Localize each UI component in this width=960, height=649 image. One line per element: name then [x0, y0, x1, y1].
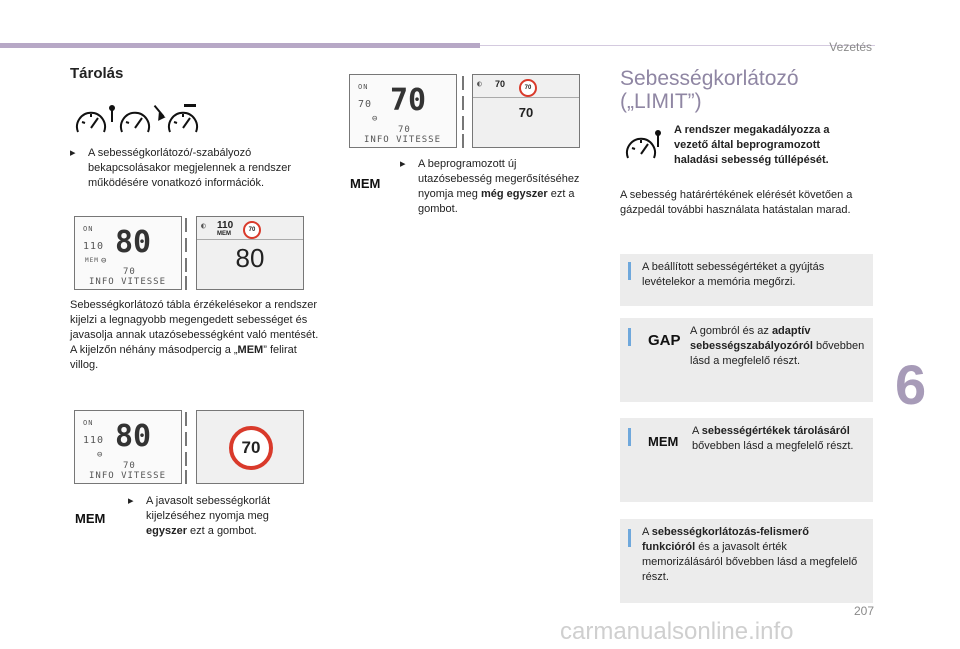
arrow-bullet-icon: ▸ — [400, 158, 406, 170]
speed-limiter-icon — [624, 128, 666, 162]
current-limit: 110 — [83, 241, 105, 252]
cluster-display-memory — [74, 216, 182, 290]
suggested-speed: 70 — [398, 125, 411, 135]
speedometer-icon: ◐ — [201, 221, 207, 230]
bullet-press-again: ▸ A beprogramozott új utazósebesség megerősítéséhez nyomja meg még egyszer ezt a gombot. — [400, 158, 580, 215]
current-limit: 110 — [83, 435, 105, 446]
info-box-recognition: A sebességkorlátozás-felismerő funkcióról és a javasolt érték memorizálásáról bővebben lásd a megfelelő részt. — [620, 519, 873, 603]
mem-button-icon: MEM — [75, 511, 106, 526]
mem-label: MEM — [85, 257, 99, 264]
minus-icon: ⊖ — [372, 114, 379, 124]
page-number: 207 — [853, 604, 874, 618]
speedometer-regulator-icon — [169, 113, 197, 132]
mem-button-icon: MEM — [648, 434, 679, 449]
suggested-speed: 70 — [123, 461, 136, 471]
minus-icon: ⊖ — [97, 450, 104, 460]
cluster-display-suggestion — [74, 410, 182, 484]
speed-value: 70 — [390, 83, 427, 118]
on-label: ON — [83, 419, 94, 427]
speed-value: 80 — [115, 419, 152, 454]
info-icon — [628, 529, 631, 547]
paragraph-sign-detection: Sebességkorlátozó tábla érzékelésekor a rendszer kijelzi a legnagyobb megengedett sebességet és javasolja annak utazósebességként való mentését. A kijelzőn néhány másodpercig a „MEM” felirat villog. — [70, 299, 319, 371]
info-label: INFO VITESSE — [89, 277, 167, 287]
speed-value: 70 — [518, 105, 534, 120]
regulator-bar-icon — [184, 104, 196, 107]
section-title-storage: Tárolás — [70, 65, 124, 82]
info-label: INFO VITESSE — [89, 471, 167, 481]
info-box-memory: A beállított sebességértéket a gyújtás levételekor a memória megőrzi. — [620, 254, 873, 306]
speed-sign-icon: 70 — [519, 79, 537, 97]
info-icon — [628, 428, 631, 446]
minus-icon: ⊖ — [101, 256, 108, 266]
speedometer-icon — [77, 113, 105, 132]
mem-button-icon: MEM — [350, 176, 381, 191]
speed-sign-icon: 70 — [229, 426, 273, 470]
on-label: ON — [83, 225, 94, 233]
gap-button-icon: GAP — [648, 332, 681, 349]
info-icon — [628, 328, 631, 346]
speed-sign-icon: 70 — [243, 221, 261, 239]
speedometer-icon: ◐ — [477, 79, 483, 88]
on-label: ON — [358, 83, 369, 91]
suggested-speed: 70 — [123, 267, 136, 277]
screen-display-sign — [196, 410, 304, 484]
top-accent-bar — [0, 43, 480, 48]
info-box-gap: GAP A gombról és az adaptív sebességszabályozóról bővebben lásd a megfelelő részt. — [620, 318, 873, 402]
speed-value: 80 — [115, 225, 152, 260]
speedometer-limit-icon — [121, 113, 149, 132]
section-title-limit: Sebességkorlátozó („LIMIT”) — [620, 67, 799, 113]
chapter-title: Vezetés — [829, 40, 872, 54]
cluster-display-programmed — [349, 74, 457, 148]
current-limit: 70 — [358, 99, 373, 110]
chapter-tab-number: 6 — [895, 353, 927, 416]
bullet-press-once: ▸ A javasolt sebességkorlát kijelzéséhez nyomja meg egyszer ezt a gombot. — [128, 495, 271, 537]
info-icon — [628, 262, 631, 280]
screen-display-memory — [196, 216, 304, 290]
info-label: INFO VITESSE — [364, 135, 442, 145]
top-rule — [480, 45, 875, 46]
current-limit: 70 — [495, 79, 506, 89]
arrow-bullet-icon: ▸ — [128, 495, 134, 507]
arrow-bullet-icon: ▸ — [70, 147, 76, 159]
bullet-display-info — [70, 146, 315, 191]
screen-display-programmed — [472, 74, 580, 148]
info-box-mem: MEM A sebességértékek tárolásáról bővebben lásd a megfelelő részt. — [620, 418, 873, 502]
watermark: carmanualsonline.info — [560, 618, 794, 645]
current-limit: 110 — [217, 220, 234, 231]
bullet-text: A sebességkorlátozó/-szabályozó bekapcsolásakor megjelennek a rendszer működésére vonatkozó információk. — [88, 147, 292, 189]
speed-value: 80 — [235, 243, 265, 273]
speedometer-icons — [72, 102, 207, 136]
limiter-warning-text: A rendszer megakadályozza a vezető által beprogramozott haladási sebesség túllépését. — [674, 124, 830, 166]
paragraph-pedal: A sebesség határértékének elérését követően a gázpedál további használata hatástalan marad. — [620, 189, 853, 216]
mem-label: MEM — [217, 231, 231, 237]
